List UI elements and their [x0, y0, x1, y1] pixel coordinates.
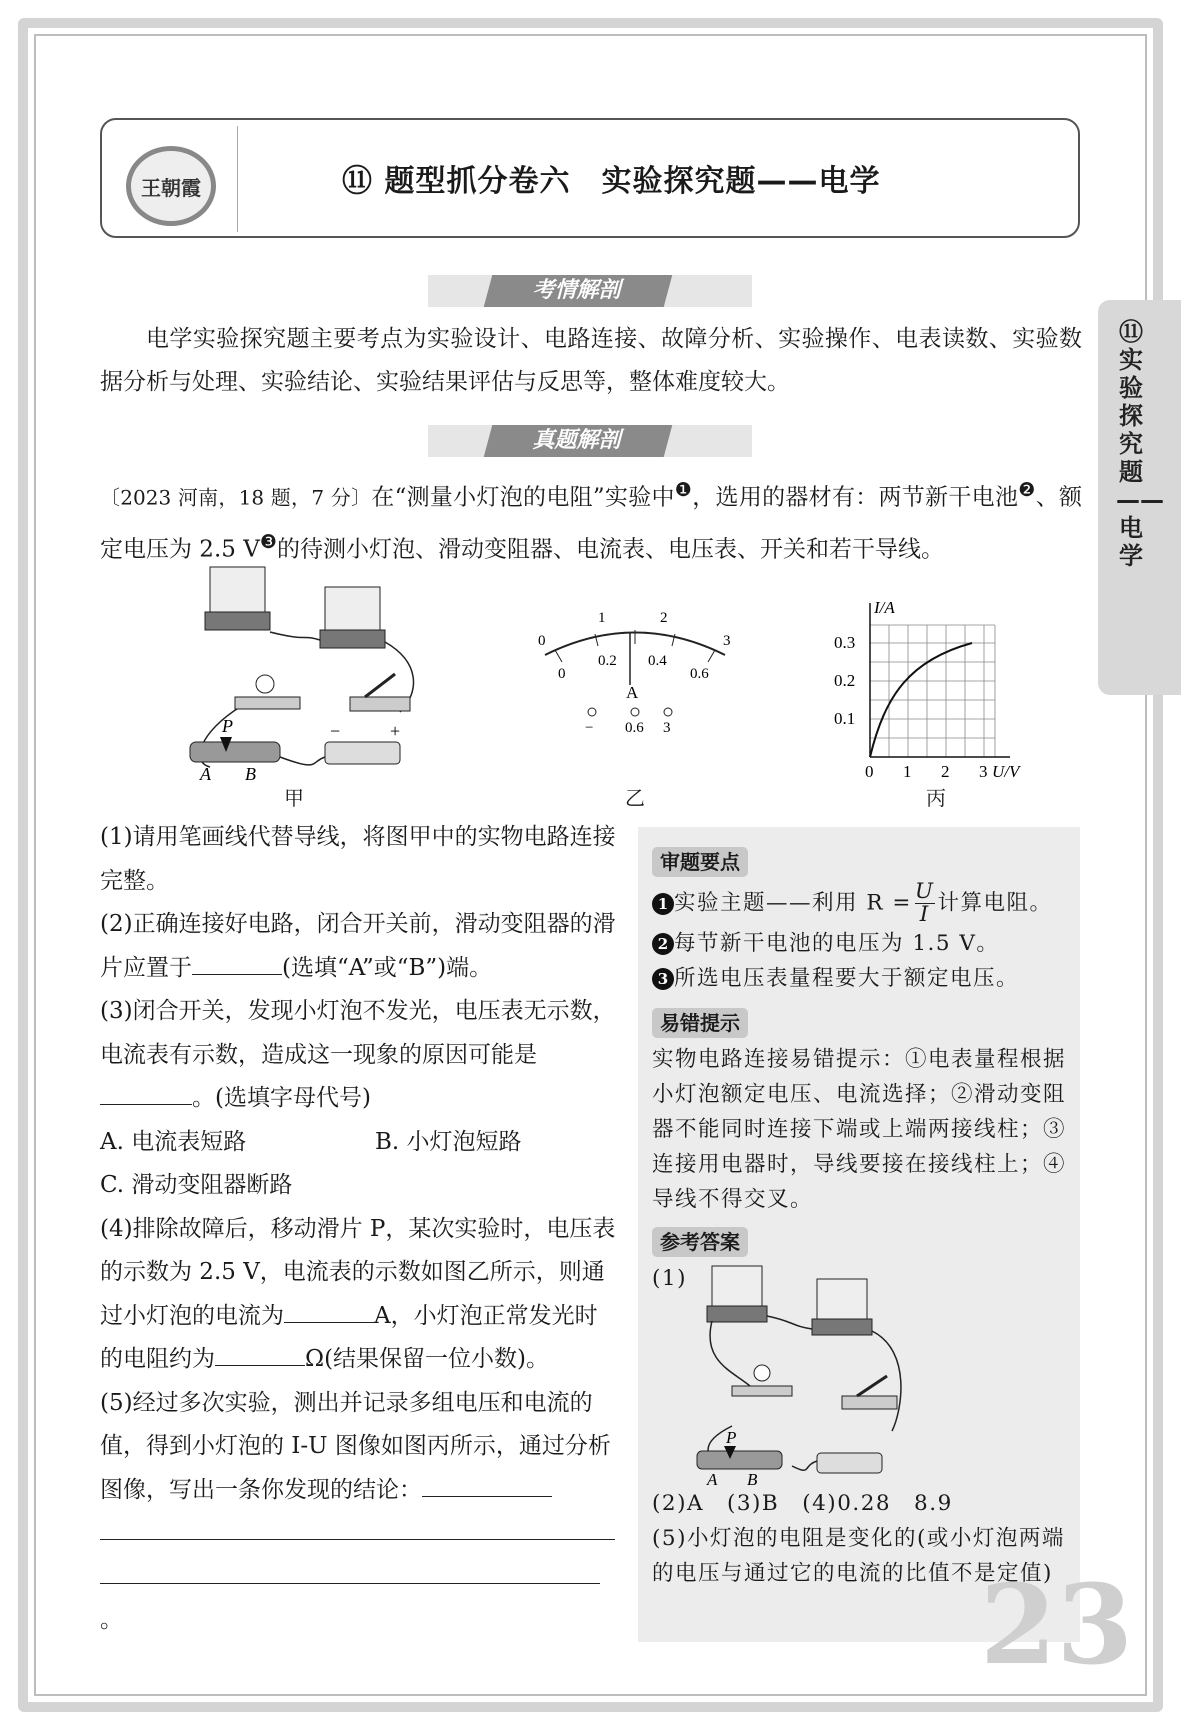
- side-tab: [1098, 300, 1181, 695]
- terminal: 0.6: [625, 720, 644, 736]
- answer-blank[interactable]: [422, 1477, 552, 1497]
- label-A: A: [200, 764, 211, 782]
- label-A: A: [707, 1470, 719, 1486]
- tick: 0: [538, 633, 546, 649]
- x-axis-label: U/V: [992, 762, 1020, 780]
- numerator: U: [914, 879, 935, 904]
- chapter-title: [342, 156, 880, 200]
- mark-3: ❸: [259, 529, 277, 553]
- label-minus: −: [330, 721, 341, 741]
- tick: 0.2: [598, 653, 617, 669]
- question-text: A，小灯泡正常发光时的电阻约为: [100, 1302, 598, 1372]
- denominator: I: [919, 902, 930, 927]
- answer-1: [652, 1261, 1066, 1486]
- y-axis-label: I/A: [874, 598, 895, 617]
- x-tick: 3: [979, 762, 988, 780]
- stem-text: 在“测量小灯泡的电阻”实验中: [371, 484, 675, 511]
- point-text: 所选电压表量程要大于额定电压。: [674, 966, 1020, 991]
- x-tick: 1: [903, 762, 912, 780]
- answer-1-label: (1): [652, 1266, 687, 1291]
- y-tick: 0.3: [834, 633, 856, 652]
- questions-column: [100, 816, 620, 1643]
- label-plus: +: [390, 721, 401, 741]
- question-text: (5)经过多次实验，测出并记录多组电压和电流的值，得到小灯泡的 I-U 图像如图丙所示，通过分析图像，写出一条你发现的结论：: [100, 1389, 611, 1503]
- question-text: Ω(结果保留一位小数)。: [305, 1346, 550, 1372]
- meter-label: A: [626, 683, 639, 702]
- answer-circuit-diagram: [692, 1261, 922, 1486]
- logo-seal: 王朝霞: [126, 146, 216, 226]
- chapter-number: ⑪: [342, 164, 373, 199]
- point-text: 每节新干电池的电压为 1.5 V。: [674, 931, 1000, 956]
- terminal: 3: [663, 720, 671, 736]
- tick: 0.6: [690, 666, 709, 682]
- section-label: 真题解剖: [484, 425, 673, 457]
- common-mistakes-text: 实物电路连接易错提示：①电表量程根据小灯泡额定电压、电流选择；②滑动变阻器不能同时连接下端或上端两接线柱；③连接用电器时，导线要接在接线柱上；④导线不得交叉。: [652, 1047, 1067, 1212]
- options-row: [100, 1121, 620, 1165]
- question-stem: [100, 468, 1082, 571]
- fraction: [915, 881, 935, 926]
- point-text: 计算电阻。: [937, 890, 1053, 916]
- answer-label: 参考答案: [652, 1227, 748, 1257]
- label-B: B: [747, 1470, 759, 1486]
- question-text: (4)排除故障后，移动滑片 P，某次实验时，电压表的示数为 2.5 V，电流表的示数如图乙所示，则通过小灯泡的电流为: [100, 1215, 616, 1329]
- terminal: −: [585, 720, 594, 736]
- side-notes-box: [638, 827, 1080, 1642]
- publisher-logo: [110, 126, 238, 232]
- side-tab-number: ⑪: [1119, 318, 1143, 346]
- figure-jia-circuit: [180, 562, 440, 782]
- x-tick: 2: [941, 762, 950, 780]
- tick: 0.4: [648, 653, 667, 669]
- question-source: 〔2023 河南，18 题，7 分〕: [100, 485, 372, 510]
- stem-text: ，选用的器材有：两节新干电池: [692, 484, 1019, 511]
- section-label: 考情解剖: [484, 275, 673, 307]
- question-text: (2)正确连接好电路，闭合开关前，滑动变阻器的滑片应置于: [100, 911, 616, 981]
- option-b: B. 小灯泡短路: [375, 1128, 522, 1155]
- question-4: [100, 1208, 620, 1382]
- num-3-icon: 3: [652, 968, 674, 990]
- label-B: B: [245, 764, 256, 782]
- caption-bing: 丙: [926, 786, 946, 810]
- section-banner-analysis: [428, 275, 752, 307]
- question-5: [100, 1382, 620, 1643]
- question-text: (3)闭合开关，发现小灯泡不发光，电压表无示数，电流表有示数，造成这一现象的原因可能是: [100, 998, 616, 1068]
- label-P: P: [726, 1428, 738, 1447]
- chapter-header: [100, 118, 1080, 238]
- key-points-label: 审题要点: [652, 847, 748, 877]
- y-tick: 0.2: [834, 671, 856, 690]
- answer-blank[interactable]: [100, 1564, 600, 1584]
- stem-text: 、额定电压为 2.5 V: [100, 484, 1082, 563]
- answer-blank[interactable]: [192, 955, 282, 975]
- option-c: C. 滑动变阻器断路: [100, 1172, 293, 1198]
- question-text: (选填“A”或“B”)端。: [282, 954, 493, 981]
- question-text: 。(选填字母代号): [192, 1085, 371, 1111]
- point-2: [652, 926, 1066, 961]
- figure-yi-ammeter: [530, 600, 740, 740]
- question-text: 。: [100, 1607, 123, 1633]
- point-1: [652, 881, 1066, 926]
- answer-5: (5)小灯泡的电阻是变化的(或小灯泡两端的电压与通过它的电流的比值不是定值): [652, 1526, 1065, 1586]
- mark-1: ❶: [674, 478, 693, 501]
- x-tick: 0: [865, 762, 874, 780]
- tick: 3: [723, 633, 731, 649]
- option-a: A. 电流表短路: [100, 1128, 247, 1155]
- tick: 0: [558, 666, 566, 682]
- mark-2: ❷: [1018, 478, 1036, 501]
- side-tab-text: 实验探究题——电学: [1116, 346, 1164, 570]
- common-mistakes-label: 易错提示: [652, 1008, 748, 1038]
- caption-yi: 乙: [625, 786, 645, 810]
- point-3: [652, 961, 1066, 996]
- answer-blank[interactable]: [284, 1303, 374, 1323]
- point-text: 实验主题——利用 R =: [674, 890, 912, 916]
- label-P: P: [222, 716, 233, 736]
- answer-blank[interactable]: [100, 1085, 192, 1105]
- question-3: [100, 990, 620, 1121]
- tick: 1: [598, 610, 606, 626]
- answers-2-4: (2)A (3)B (4)0.28 8.9: [652, 1491, 953, 1516]
- chapter-title-text: 题型抓分卷六 实验探究题——电学: [384, 164, 881, 199]
- caption-jia: 甲: [284, 786, 304, 810]
- answer-blank[interactable]: [100, 1520, 615, 1540]
- question-2: [100, 903, 620, 990]
- tick: 2: [660, 610, 668, 626]
- y-tick: 0.1: [834, 709, 856, 728]
- figure-bing-iu-graph: [830, 595, 1040, 780]
- question-1: (1)请用笔画线代替导线，将图甲中的实物电路连接完整。: [100, 824, 616, 894]
- analysis-paragraph: 电学实验探究题主要考点为实验设计、电路连接、故障分析、实验操作、电表读数、实验数据分析与处理、实验结论、实验结果评估与反思等，整体难度较大。: [100, 326, 1082, 395]
- num-2-icon: 2: [652, 933, 674, 955]
- answer-blank[interactable]: [215, 1346, 305, 1366]
- stem-text: 的待测小灯泡、滑动变阻器、电流表、电压表、开关和若干导线。: [277, 536, 944, 563]
- section-banner-real-exam: [428, 425, 752, 457]
- num-1-icon: 1: [652, 893, 674, 915]
- page-number: 23: [980, 1560, 1134, 1689]
